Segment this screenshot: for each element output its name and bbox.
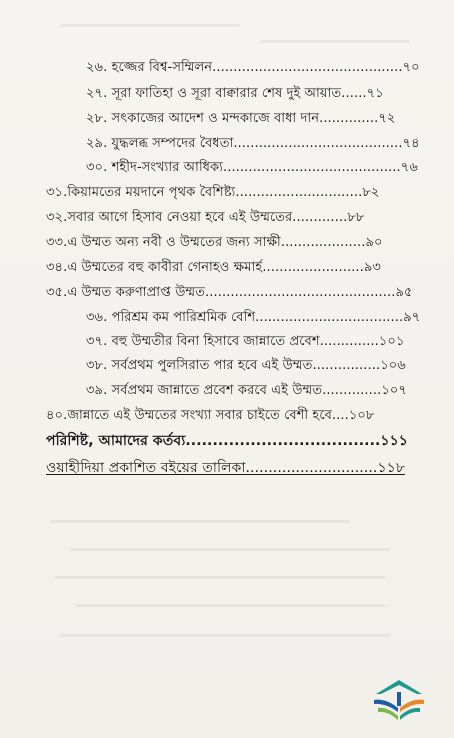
toc-entry-40: ৪০.জান্নাতে এই উম্মতের সংখ্যা সবার চাইতে বেশী হবে....১০৮	[46, 408, 375, 423]
toc-entry-32: ৩২.সবার আগে হিসাব নেওয়া হবে এই উম্মতের.............৮৮	[46, 210, 365, 225]
toc-entry-39: ৩৯. সর্বপ্রথম জান্নাতে প্রবেশ করবে এই উম্মত..............১০৭	[86, 383, 407, 398]
toc-entry-34: ৩৪.এ উম্মতের বহু কাবীরা গেনাহও ক্ষমার্হ........................৯৩	[46, 260, 381, 275]
show-through-mark	[260, 40, 410, 43]
toc-entry-36: ৩৬. পরিশ্রম কম পারিশ্রমিক বেশি...................................৯৭	[86, 310, 421, 325]
toc-entry-37: ৩৭. বহু উম্মতীর বিনা হিসাবে জান্নাতে প্রবেশ..............১০১	[86, 334, 405, 349]
show-through-mark	[50, 520, 350, 523]
show-through-mark	[70, 548, 390, 551]
toc-entry-30: ৩০. শহীদ-সংখ্যার আধিক্য..........................................৭৬	[86, 160, 418, 175]
toc-entry-35: ৩৫.এ উম্মত করুণাপ্রাপ্ত উম্মত.............................................৯৫	[46, 285, 413, 300]
toc-entry-appendix: পরিশিষ্ট, আমাদের কর্তব্য....................................১১১	[46, 433, 408, 449]
toc-entry-28: ২৮. সৎকাজের আদেশ ও মন্দকাজে বাধা দান..............৭২	[86, 111, 396, 126]
toc-entry-27: ২৭. সূরা ফাতিহা ও সূরা বাক্বারার শেষ দুই আয়াত......৭১	[86, 86, 384, 101]
toc-entry-26: ২৬. হজ্জের বিশ্ব-সম্মিলন.............................................৭০	[86, 60, 420, 75]
toc-entry-29: ২৯. যুদ্ধলব্ধ সম্পদের বৈধতা........................................৭৪	[86, 136, 420, 151]
toc-entry-38: ৩৮. সর্বপ্রথম পুলসিরাত পার হবে এই উম্মত................১০৬	[86, 358, 406, 373]
toc-entry-book-list: ওয়াহীদিয়া প্রকাশিত বইয়ের তালিকা.............................১১৮	[46, 460, 405, 476]
toc-entry-31: ৩১.কিয়ামতের ময়দানে পৃথক বৈশিষ্ট্য..............................৮২	[46, 185, 380, 200]
show-through-mark	[55, 576, 385, 579]
show-through-mark	[60, 24, 240, 27]
logo-center-bar	[397, 692, 401, 706]
show-through-mark	[60, 634, 390, 637]
publisher-logo	[370, 676, 428, 724]
show-through-mark	[75, 604, 385, 607]
logo-roof-shape	[376, 680, 422, 694]
toc-entry-33: ৩৩.এ উম্মত অন্য নবী ও উম্মতের জন্য সাক্ষী....................৯০	[46, 235, 383, 250]
